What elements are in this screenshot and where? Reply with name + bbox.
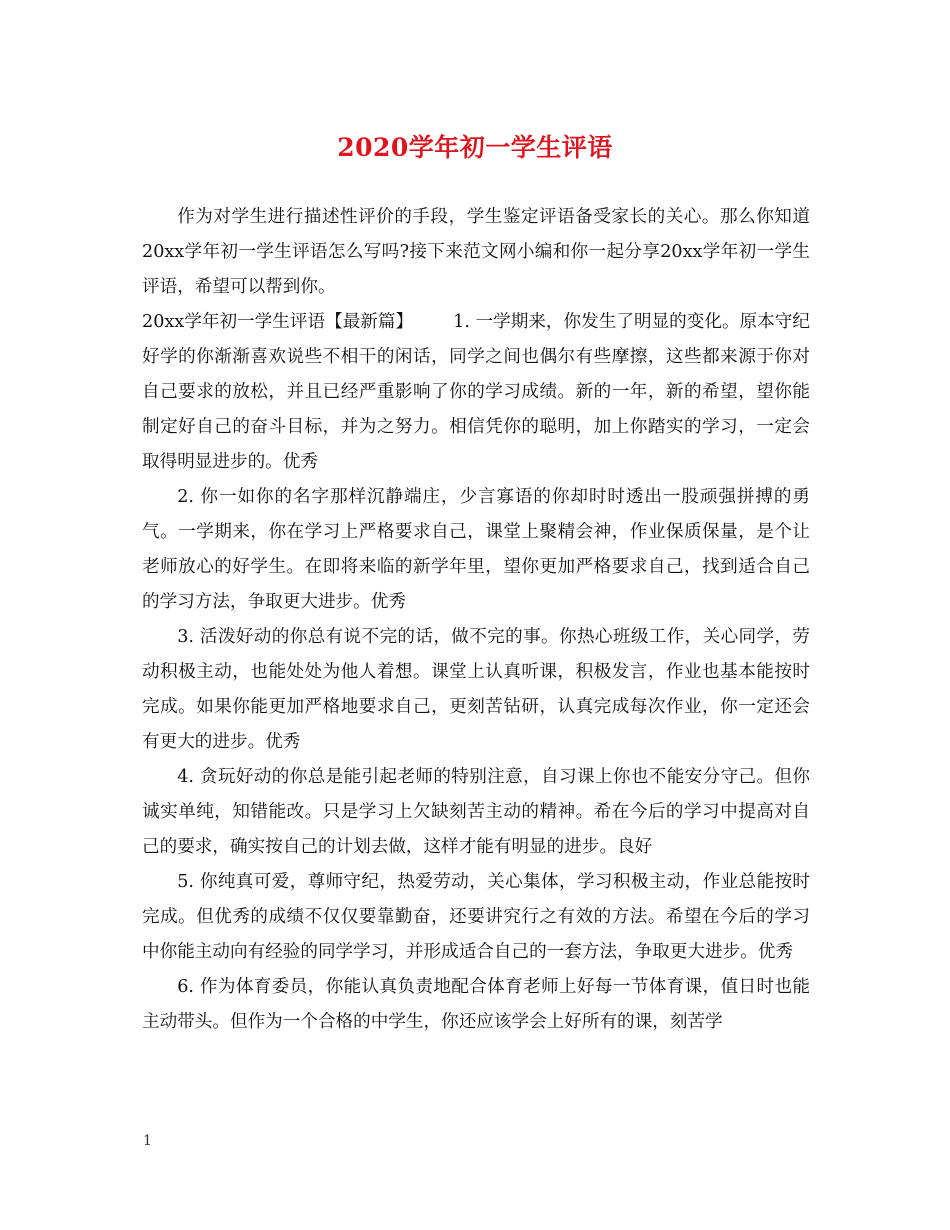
document-title: 2020学年初一学生评语: [337, 133, 613, 162]
comment-6: 6. 作为体育委员，你能认真负责地配合体育老师上好每一节体育课，值日时也能主动带头。但作为一个合格的中学生，你还应该学会上好所有的课，刻苦学: [142, 977, 810, 1032]
document-body: [142, 200, 810, 1040]
comment-paragraph-1: [142, 305, 810, 480]
comment-2: 2. 你一如你的名字那样沉静端庄，少言寡语的你却时时透出一股顽强拼搏的勇气。一学期来，你在学习上严格要求自己，课堂上聚精会神，作业保质保量，是个让老师放心的好学生。在即将来临的新学年里，望你更加严格要求自己，找到适合自己的学习方法，争取更大进步。优秀: [142, 487, 810, 612]
section-heading: 20xx学年初一学生评语【最新篇】: [142, 312, 414, 332]
comment-3: 3. 活泼好动的你总有说不完的话，做不完的事。你热心班级工作，关心同学，劳动积极主动，也能处处为他人着想。课堂上认真听课，积极发言，作业也基本能按时完成。如果你能更加严格地要求自己，更刻苦钻研，认真完成每次作业，你一定还会有更大的进步。优秀: [142, 627, 810, 752]
comment-4: 4. 贪玩好动的你总是能引起老师的特别注意，自习课上你也不能安分守己。但你诚实单纯，知错能改。只是学习上欠缺刻苦主动的精神。希在今后的学习中提高对自己的要求，确实按自己的计划去做，这样才能有明显的进步。良好: [142, 767, 810, 857]
comment-1: 1. 一学期来，你发生了明显的变化。原本守纪好学的你渐渐喜欢说些不相干的闲话，同学之间也偶尔有些摩擦，这些都来源于你对自己要求的放松，并且已经严重影响了你的学习成绩。新的一年，新的希望，望你能制定好自己的奋斗目标，并为之努力。相信凭你的聪明，加上你踏实的学习，一定会取得明显进步的。优秀: [142, 312, 811, 472]
page-number: 1: [143, 1133, 152, 1149]
intro-paragraph: 作为对学生进行描述性评价的手段，学生鉴定评语备受家长的关心。那么你知道20xx学年初一学生评语怎么写吗?接下来范文网小编和你一起分享20xx学年初一学生评语，希望可以帮到你。: [142, 207, 810, 297]
comment-5: 5. 你纯真可爱，尊师守纪，热爱劳动，关心集体，学习积极主动，作业总能按时完成。但优秀的成绩不仅仅要靠勤奋，还要讲究行之有效的方法。希望在今后的学习中你能主动向有经验的同学学习，并形成适合自己的一套方法，争取更大进步。优秀: [142, 872, 810, 962]
